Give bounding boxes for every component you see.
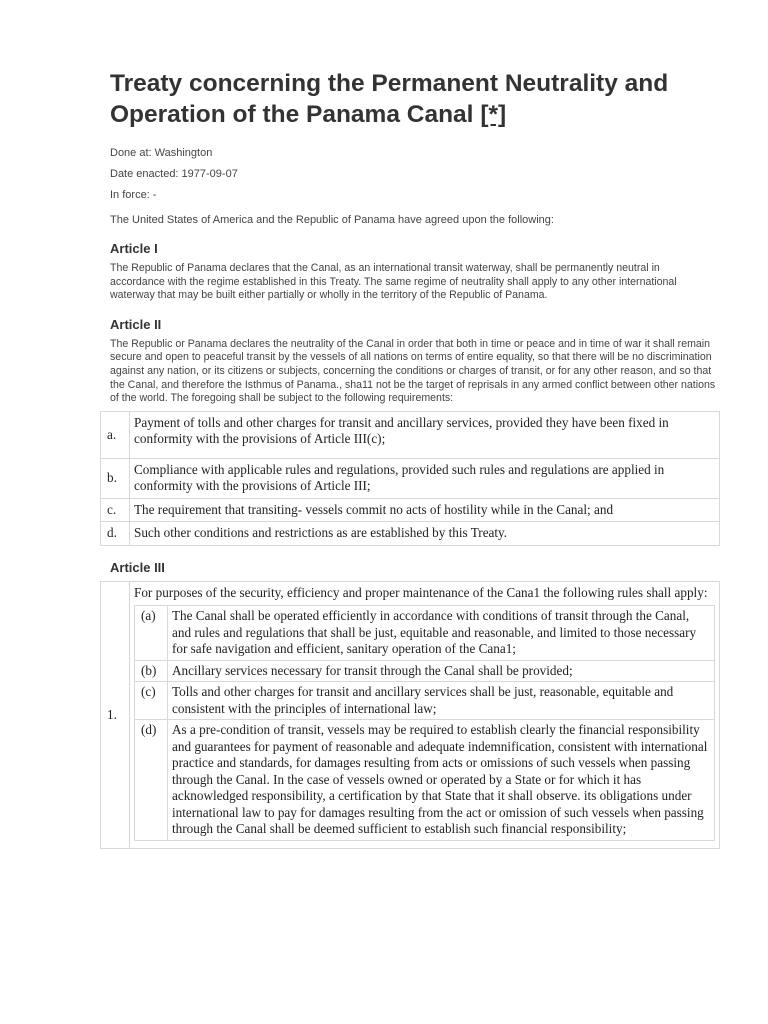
item-label: d. [101, 522, 130, 546]
subitem-label: (b) [135, 660, 168, 682]
article-3-subitems-table [134, 605, 715, 841]
item-label: b. [101, 458, 130, 498]
subitem-label: (a) [135, 606, 168, 661]
table-row [101, 411, 720, 458]
table-row [101, 458, 720, 498]
subitem-text: As a pre-condition of transit, vessels may be required to establish clearly the financial responsibility and guarantees for payment of reasonable and adequate indemnification, consistent with international practice and standards, for damages resulting from acts or omissions of such vessels when passing through the Canal. In the case of vessels owned or operated by a State or for which it has acknowledged responsibility, a certification by that State that it shall observe. its obligations under international law to pay for damages resulting from the act or omission of such vessels when passing through the Canal shall be deemed sufficient to establish such financial responsibility; [168, 720, 715, 841]
item-text: Compliance with applicable rules and regulations, provided such rules and regulations are applied in conformity with the provisions of Article III; [130, 458, 720, 498]
article-2-heading: Article II [110, 316, 162, 332]
item-text: Such other conditions and restrictions as are established by this Treaty. [130, 522, 720, 546]
article-3-table [100, 581, 720, 849]
table-row [135, 606, 715, 661]
item-content [130, 581, 720, 848]
item-text: Payment of tolls and other charges for transit and ancillary services, provided they have been fixed in conformity with the provisions of Article III(c); [130, 411, 720, 458]
title-text: Treaty concerning the Permanent Neutrality and Operation of the Panama Canal [110, 70, 669, 128]
item-label: 1. [101, 581, 130, 848]
article-1-heading: Article I [110, 241, 158, 256]
subitem-text: Tolls and other charges for transit and ancillary services shall be just, reasonable, equitable and consistent with the principles of international law; [168, 682, 715, 720]
subitem-text: The Canal shall be operated efficiently in accordance with conditions of transit through the Canal, and rules and regulations that shall be just, equitable and reasonable, and limited to those necessary for safe navigation and efficient, sanitary operation of the Cana1; [168, 606, 715, 661]
in-force: In force: - [110, 189, 157, 201]
table-row [135, 682, 715, 720]
table-row [101, 581, 720, 848]
item-text: For purposes of the security, efficiency and proper maintenance of the Cana1 the following rules shall apply: [134, 584, 708, 600]
page-title [110, 68, 716, 130]
footnote-link[interactable]: [*] [480, 101, 507, 128]
table-row [101, 522, 720, 546]
table-row [101, 498, 720, 522]
done-at: Done at: Washington [110, 147, 213, 159]
article-1-text: The Republic of Panama declares that the Canal, as an international transit waterway, shall be permanently neutral in accordance with the regime established in this Treaty. The same regime of neutrality shall apply to any other international waterway that may be built either partially or wholly in the territory of the Republic of Panama. [110, 262, 677, 302]
item-text: The requirement that transiting- vessels commit no acts of hostility while in the Canal; and [130, 498, 720, 522]
table-row [135, 660, 715, 682]
subitem-label: (c) [135, 682, 168, 720]
subitem-label: (d) [135, 720, 168, 841]
table-row [135, 720, 715, 841]
item-label: a. [101, 411, 130, 458]
intro-text: The United States of America and the Republic of Panama have agreed upon the following: [110, 214, 554, 226]
subitem-text: Ancillary services necessary for transit through the Canal shall be provided; [168, 660, 715, 682]
date-enacted: Date enacted: 1977-09-07 [110, 168, 238, 180]
article-2-requirements-table [100, 411, 720, 546]
article-3-heading: Article III [110, 559, 165, 575]
article-2-text: The Republic or Panama declares the neutrality of the Canal in order that both in time or peace and in time of war it shall remain secure and open to peaceful transit by the vessels of all nations on terms of entire equality, so that there will be no discrimination against any nation, or its citizens or subjects, concerning the conditions or charges of transit, or for any other reason, and so that the Canal, and therefore the Isthmus of Panama., sha11 not be the target of reprisals in any armed conflict between other nations of the world. The foregoing shall be subject to the following requirements: [110, 337, 716, 405]
item-label: c. [101, 498, 130, 522]
